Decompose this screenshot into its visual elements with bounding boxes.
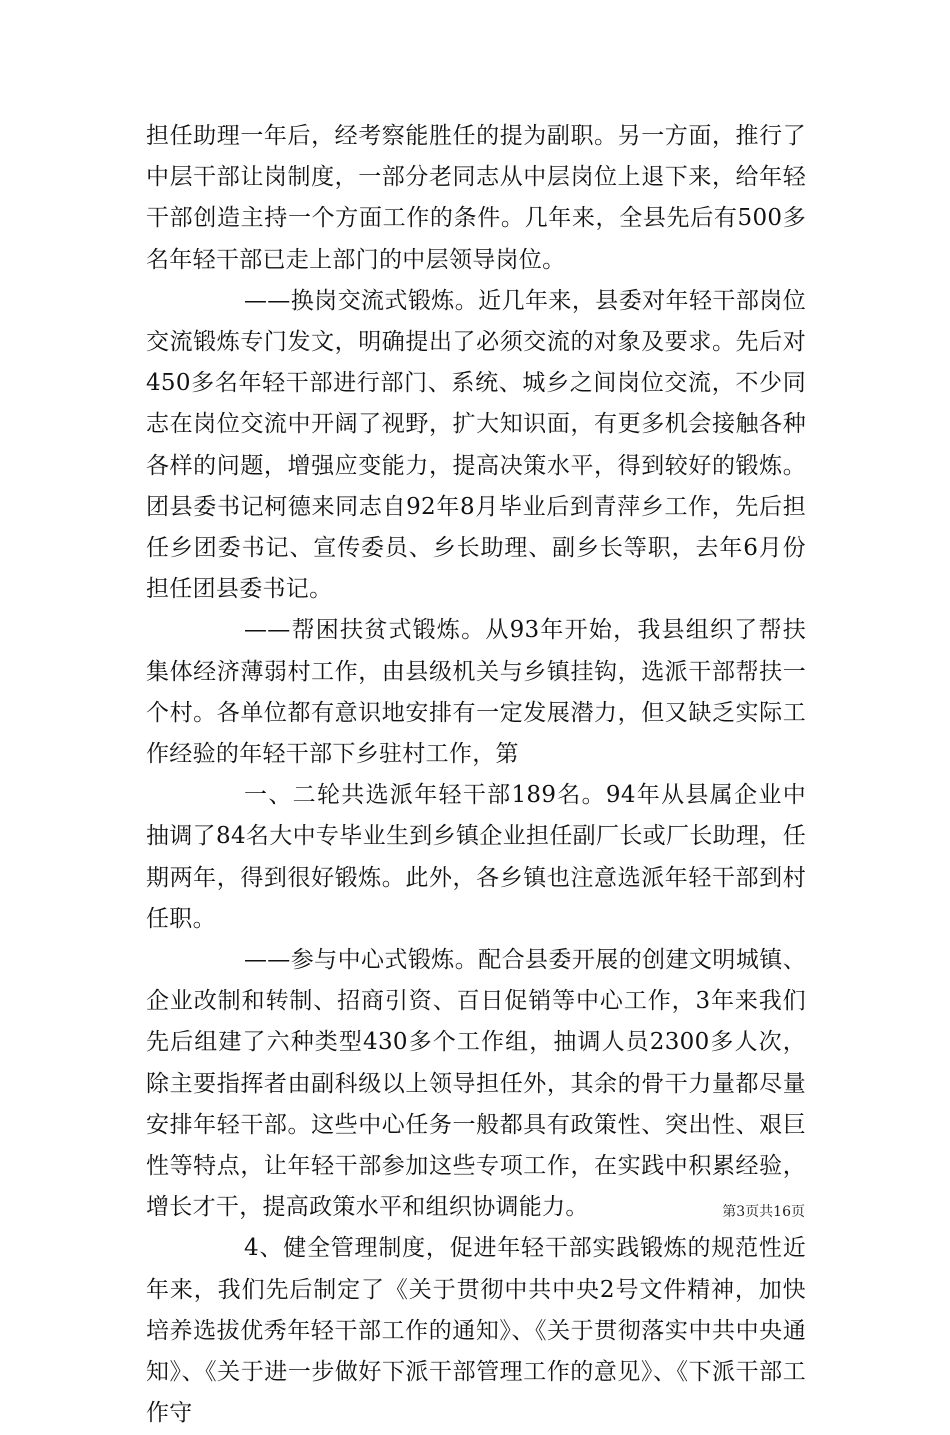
paragraph-4: 一、二轮共选派年轻干部189名。94年从县属企业中抽调了84名大中专毕业生到乡镇企业担任副厂长或厂长助理，任期两年，得到很好锻炼。此外，各乡镇也注意选派年轻干部到村任职。 — [146, 782, 806, 932]
paragraph-6: 4、健全管理制度，促进年轻干部实践锻炼的规范性近年来，我们先后制定了《关于贯彻中共中央2号文件精神，加快培养选拔优秀年轻干部工作的通知》、《关于贯彻落实中共中央通知》、《关于进一步做好下派干部管理工作的意见》、《下派干部工作守 — [146, 1235, 806, 1427]
paragraph-2: ——换岗交流式锻炼。近几年来，县委对年轻干部岗位交流锻炼专门发文，明确提出了必须交流的对象及要求。先后对450多名年轻干部进行部门、系统、城乡之间岗位交流，不少同志在岗位交流中开阔了视野，扩大知识面，有更多机会接触各种各样的问题，增强应变能力，提高决策水平，得到较好的锻炼。团县委书记柯德来同志自92年8月毕业后到青萍乡工作，先后担任乡团委书记、宣传委员、乡长助理、副乡长等职，去年6月份担任团县委书记。 — [146, 287, 806, 603]
page-number-footer: 第3页共16页 — [722, 1204, 805, 1220]
paragraph-5: ——参与中心式锻炼。配合县委开展的创建文明城镇、企业改制和转制、招商引资、百日促销等中心工作，3年来我们先后组建了六种类型430多个工作组，抽调人员2300多人次，除主要指挥者由副科级以上领导担任外，其余的骨干力量都尽量安排年轻干部。这些中心任务一般都具有政策性、突出性、艰巨性等特点，让年轻干部参加这些专项工作，在实践中积累经验，增长才干，提高政策水平和组织协调能力。 — [146, 947, 806, 1221]
document-body — [146, 116, 806, 1435]
paragraph-3: ——帮困扶贫式锻炼。从93年开始，我县组织了帮扶集体经济薄弱村工作，由县级机关与乡镇挂钩，选派干部帮扶一个村。各单位都有意识地安排有一定发展潜力，但又缺乏实际工作经验的年轻干部下乡驻村工作，第 — [146, 617, 806, 768]
paragraph-1: 担任助理一年后，经考察能胜任的提为副职。另一方面，推行了中层干部让岗制度，一部分老同志从中层岗位上退下来，给年轻干部创造主持一个方面工作的条件。几年来，全县先后有500多名年轻干部已走上部门的中层领导岗位。 — [146, 123, 806, 273]
